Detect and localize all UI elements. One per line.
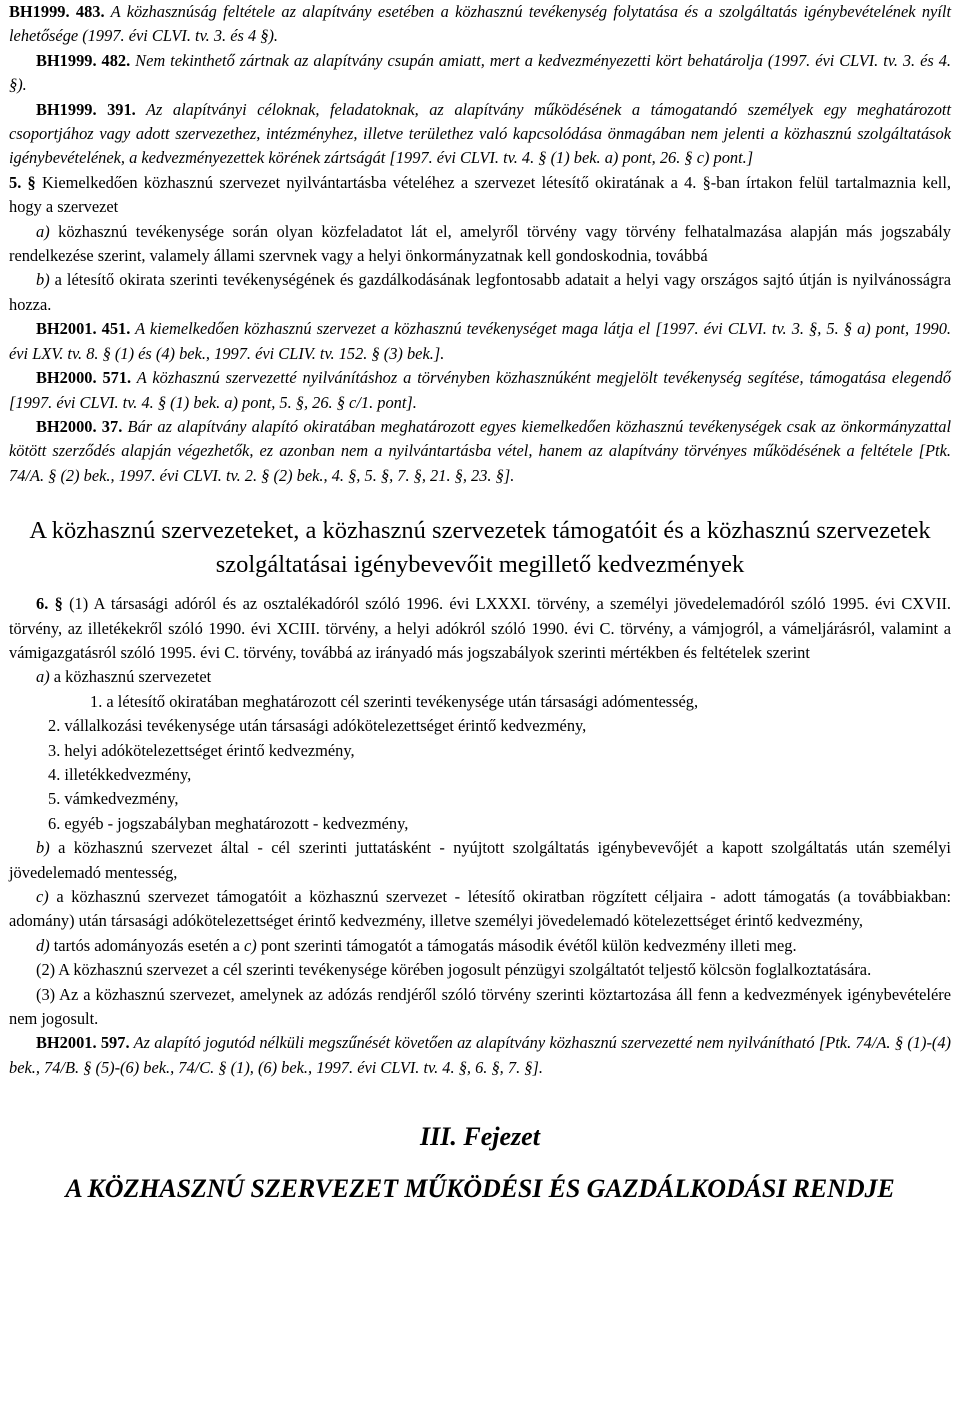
case-summary: Az alapítványi céloknak, feladatoknak, az alapítvány működésének a támogatandó személyek egy meghatározott csoportjához vagy adott szervezethez, intézményhez, illetve területhez való kapcsolódása önmagában nem jelenti a közhasznú szolgáltatások igénybevételének, a kedvezményezettek körének zártságát [1997. évi CLVI. tv. 4. § (1) bek. a) pont, 26. § c) pont.]	[9, 99, 951, 168]
section-number: 6. §	[36, 594, 63, 614]
section-5	[9, 171, 951, 220]
subtitle-heading: A közhasznú szervezeteket, a közhasznú szervezetek támogatóit és a közhasznú szervezetek szolgáltatásai igénybevevőit megillető kedvezmények	[29, 517, 931, 579]
case-bh1999-483	[9, 0, 951, 49]
case-bh2000-37	[9, 415, 951, 488]
case-ref: BH2000. 571.	[36, 368, 132, 388]
point-label: c)	[36, 887, 49, 906]
point-text: a közhasznú szervezet által - cél szerinti juttatásként - nyújtott szolgáltatás igénybevevőjét a kapott szolgáltatás után személyi jövedelemadó mentesség,	[9, 838, 951, 882]
point-text: tartós adományozás esetén a	[49, 935, 244, 955]
list-item: 2. vállalkozási tevékenysége után társasági adókötelezettséget érintő kedvezmény,	[48, 716, 587, 736]
point-text: pont szerinti támogatót a támogatás második évétől külön kedvezmény illeti meg.	[256, 935, 797, 955]
case-ref: BH1999. 391.	[36, 99, 136, 119]
case-ref: BH2001. 597.	[36, 1033, 130, 1053]
case-summary: A közhasznúság feltétele az alapítvány esetében a közhasznú tevékenység folytatása és a szolgáltatás igénybevételének nyílt lehetősége (1997. évi CLVI. tv. 3. és 4 §).	[9, 2, 951, 46]
section-text: (1) A társasági adóról és az osztalékadóról szóló 1996. évi LXXXI. törvény, a személyi jövedelemadóról szóló 1995. évi CXVII. törvény, az illetékekről szóló 1990. évi XCIII. törvény, a helyi adókról szóló 1990. évi C. törvény, a vámjogról, a vámeljárásról, valamint a vámigazgatásról szóló 1995. évi C. törvény, továbbá az irányadó más jogszabályok szerinti mértékben és feltételek szerint	[9, 594, 951, 662]
section-6-intro	[9, 592, 951, 665]
point-label: b)	[36, 270, 50, 290]
case-summary: Az alapító jogutód nélküli megszűnését követően az alapítvány közhasznú szervezetté nem nyilvánítható [Ptk. 74/A. § (1)-(4) bek., 74/B. § (5)-(6) bek., 74/C. § (1), (6) bek., 1997. évi CLVI. tv. 4. §, 6. §, 7. §].	[9, 1033, 952, 1077]
point-text: a közhasznú szervezetet	[49, 667, 212, 687]
case-ref: BH2001. 451.	[36, 319, 131, 339]
point-reference: c)	[244, 935, 257, 955]
case-bh2001-597	[9, 1031, 951, 1080]
case-ref: BH2000. 37.	[36, 416, 123, 436]
list-item: 3. helyi adókötelezettséget érintő kedvezmény,	[48, 740, 355, 760]
case-summary: Bár az alapítvány alapító okiratában meghatározott egyes kiemelkedően közhasznú tevékenységek csak az önkormányzattal kötött szerződés alapján végezhetők, ez azonban nem a nyilvántartásba vétel, hanem az alapítvány törvényes működésének a feltétele [Ptk. 74/A. § (2) bek., 1997. évi CLVI. tv. 2. § (2) bek., 4. §, 5. §, 7. §, 21. §, 23. §].	[9, 416, 951, 485]
case-summary: Nem tekinthető zártnak az alapítvány csupán amiatt, mert a kedvezményezetti kört behatárolja (1997. évi CLVI. tv. 3. és 4. §).	[9, 50, 951, 95]
section-6-point-d	[9, 934, 951, 958]
chapter-title: III. Fejezet	[420, 1122, 540, 1152]
case-ref: BH1999. 482.	[36, 50, 131, 70]
section-5-point-a	[9, 220, 951, 269]
list-item: 5. vámkedvezmény,	[48, 789, 179, 809]
point-text: a létesítő okirata szerinti tevékenységének és gazdálkodásának legfontosabb adatait a helyi vagy országos sajtó útján is nyilvánosságra hozza.	[9, 270, 951, 314]
section-6-paragraph-2: (2) A közhasznú szervezet a cél szerinti tevékenysége körében jogosult pénzügyi szolgáltatót teljestő kölcsön foglalkoztatására.	[36, 960, 872, 980]
section-6-point-b	[9, 836, 951, 885]
section-6-point-a	[9, 665, 951, 689]
case-bh1999-482	[9, 49, 951, 98]
part-title: A KÖZHASZNÚ SZERVEZET MŰKÖDÉSI ÉS GAZDÁLKODÁSI RENDJE	[65, 1174, 895, 1204]
list-item: 6. egyéb - jogszabályban meghatározott - kedvezmény,	[48, 813, 409, 833]
section-6-paragraph-3: (3) Az a közhasznú szervezet, amelynek az adózás rendjéről szóló törvény szerinti köztartozása áll fenn a kedvezmények igénybevételére nem jogosult.	[9, 984, 951, 1029]
case-ref: BH1999. 483.	[9, 2, 105, 21]
case-bh1999-391	[9, 98, 951, 171]
point-label: b)	[36, 838, 50, 858]
point-label: a)	[36, 667, 50, 687]
point-label: d)	[36, 935, 50, 955]
list-item: 1. a létesítő okiratában meghatározott cél szerinti tevékenysége után társasági adómentesség,	[90, 691, 699, 711]
section-text: Kiemelkedően közhasznú szervezet nyilvántartásba vételéhez a szervezet létesítő okiratának a 4. §-ban írtakon felül tartalmaznia kell, hogy a szervezet	[9, 172, 951, 217]
section-6-point-c	[9, 885, 951, 934]
point-text: közhasznú tevékenysége során olyan közfeladatot lát el, amelyről törvény vagy törvény felhatalmazása alapján más jogszabály rendelkezése szerint, valamely állami szervnek vagy a helyi önkormányzatnak kell gondoskodnia, továbbá	[9, 221, 951, 266]
list-item: 4. illetékkedvezmény,	[48, 764, 192, 784]
point-label: a)	[36, 221, 50, 241]
section-number: 5. §	[9, 172, 36, 192]
section-5-point-b	[9, 268, 951, 317]
case-bh2001-451	[9, 317, 951, 366]
case-bh2000-571	[9, 366, 951, 415]
case-summary: A kiemelkedően közhasznú szervezet a közhasznú tevékenységet maga látja el [1997. évi CLVI. tv. 3. §, 5. § a) pont, 1990. évi LXV. tv. 8. § (1) és (4) bek., 1997. évi CLIV. tv. 152. § (3) bek.].	[9, 319, 952, 363]
point-text: a közhasznú szervezet támogatóit a közhasznú szervezet - létesítő okiratban rögzített céljaira - adott támogatás (a továbbiakban: adomány) után társasági adókötelezettséget érintő kedvezmény, illetve személyi jövedelemadó kötelezettséget érintő kedvezmény,	[9, 887, 951, 931]
case-summary: A közhasznú szervezetté nyilvánításhoz a törvényben közhasznúként megjelölt tevékenység segítése, támogatása elegendő [1997. évi CLVI. tv. 4. § (1) bek. a) pont, 5. §, 26. § c/1. pont].	[9, 368, 952, 412]
